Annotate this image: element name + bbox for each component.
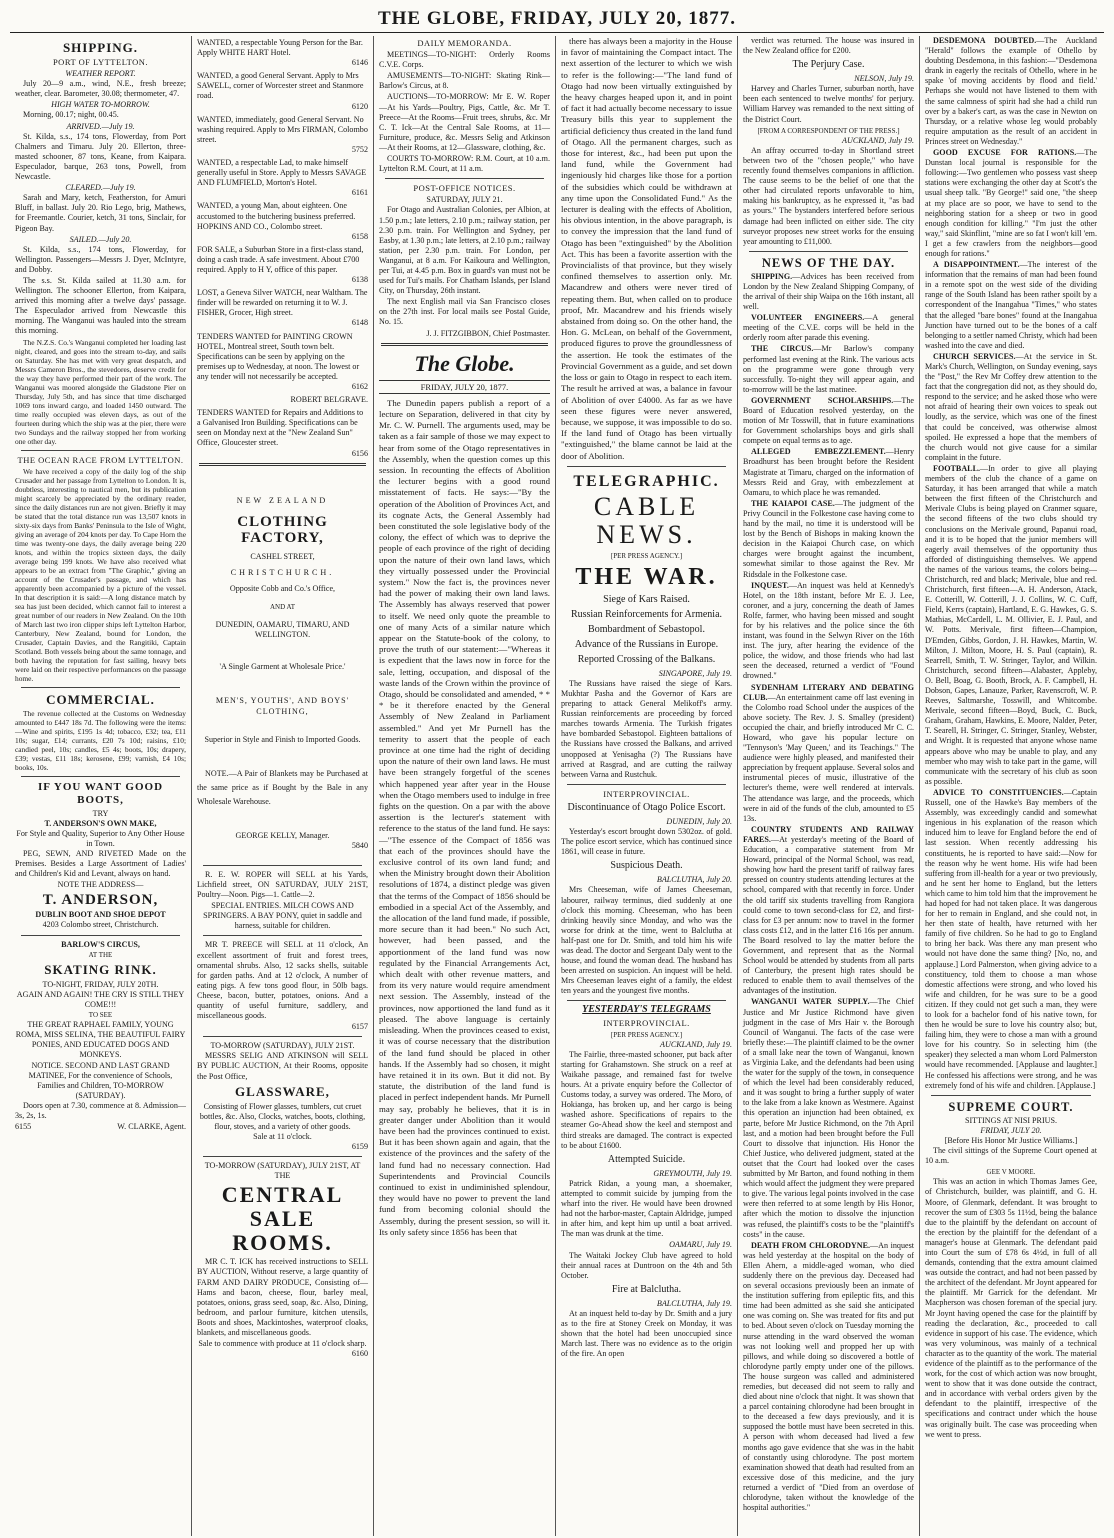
selig-consist: Consisting of Flower glasses, tumblers, cut cruet bottles, &c. Also, Clocks, watches, boots, clothing, flour, stoves, and a variety of other goods. — [199, 1101, 366, 1131]
interprovincial-heading: INTERPROVINCIAL. — [603, 788, 690, 799]
classified-ad-ref: 6161 — [351, 188, 368, 198]
news-item-text: —A general meeting of the C.V.E. corps will be held in the orderly room after parade this evening. — [743, 313, 914, 343]
port-heading: PORT OF LYTTELTON. — [52, 57, 149, 67]
circus-notice: NOTICE. SECOND AND LAST GRAND MATINEE, For the convenience of Schools, Families and Children, TO-MORROW (SATURDAY). — [28, 1060, 173, 1100]
boots-pegged: PEG, SEWN, AND RIVETED Made on the Premises. Besides a Large Assortment of Ladies' and Children's Kid and Levant, always on hand. — [15, 849, 186, 879]
perjury-text: Harvey and Charles Turner, suburban north, have been each sentenced to twelve months' for perjury. William Harvey was remanded to the next sitting of the District Court. — [743, 84, 914, 124]
clothing-opposite: Opposite Cobb and Co.'s Office, — [229, 583, 336, 593]
classified-ad — [197, 71, 368, 111]
classified-ad — [197, 245, 368, 285]
news-item — [743, 313, 914, 343]
otago-text: Yesterday's escort brought down 5302oz. of gold. The police escort service, which has continued since 1861, will cease in future. — [561, 827, 732, 857]
news-item-text: —Advices has been received from London by the New Zealand Shipping Company, of the arrival of their ship Waipa on the 16th instant, all well. — [743, 271, 914, 312]
news-item-heading: SYDENHAM LITERARY AND DEBATING CLUB. — [743, 682, 914, 702]
circus-see: TO SEE — [88, 1011, 113, 1020]
war-text: The Russians have raised the siege of Kars. Mukhtar Pasha and the Governor of Kars are preparing to attack General Melikoff's army. Russian reinforcements are proceeding by forced marches towards Armenia. The Turkish frigates have bombarded Sebastopol. Eighteen battalions of the Russians have crossed the Balkans, and arrived unopposed at Yenisagha (?) The Russians have arrived at Rasgrad, and are cutting the railway between Varna and Rustchuk. — [561, 678, 732, 779]
news-item — [743, 1241, 914, 1514]
globe-date: FRIDAY, JULY 20, 1877. — [379, 380, 550, 394]
court-opening: The civil sittings of the Supreme Court opened at 10 a.m. — [925, 1146, 1097, 1166]
war-sub-armenia: Russian Reinforcements for Armenia. — [570, 608, 723, 620]
yesterdays-telegrams-heading: YESTERDAY'S TELEGRAMS — [582, 1004, 711, 1016]
classified-ad — [197, 332, 368, 393]
fire-text: At an inquest held to-day by Dr. Smith and a jury as to the fire at Stoney Creek on Monday, it was shown that the hotel had been unoccupied since March last. There was no evidence as to the origin of the fire. An open — [561, 1308, 732, 1359]
classified-ad-ref: 6162 — [351, 382, 368, 391]
boots-note: NOTE THE ADDRESS— — [57, 880, 144, 890]
column-4 — [556, 36, 738, 1536]
nisi-prius-heading: SITTINGS AT NISI PRIUS. — [964, 1115, 1058, 1125]
news-item-text: —An entertainment came off last evening in the Colombo road School under the auspices of the above society. The Rev. J. S. Smalley (president) occupied the chair, and briefly introduced Mr C. C. Howard, who gave his popular lecture on "Tennyson's 'May Queen,' and its Teachings." The audience were highly pleased, and manifested their appreciation by frequent applause. Several solos and instrumental pieces of music, illustrative of the lecturer's theme, were well rendered at intervals. The attendance was large, and the proceeds, which were in aid of the funds of the club, amounted to £5 13s. — [743, 692, 914, 823]
classified-ad — [197, 288, 368, 328]
selig-sale: Sale at 11 o'clock. — [253, 1131, 312, 1141]
post-date: SATURDAY, JULY 21. — [426, 195, 503, 205]
classified-ad — [197, 408, 368, 458]
news-item-heading: SHIPPING. — [751, 271, 793, 281]
selig-ad: MESSRS SELIG AND ATKINSON will SELL BY PUBLIC AUCTION, At their Rooms, opposite the Post Office, — [197, 1051, 368, 1081]
news-item-heading: INQUEST. — [751, 580, 789, 590]
classified-ad-text: TENDERS WANTED for Repairs and Additions to a Galvanised Iron Building. Specifications can be seen on Monday next at the "New Zealand Sun" Office, Gloucester street. — [197, 408, 364, 448]
news-item — [743, 581, 914, 682]
perjury-dateline: NELSON, July 19. — [854, 74, 914, 84]
divider — [931, 1095, 1091, 1096]
court-case-title: GEE V MOORE. — [986, 1168, 1036, 1177]
news-item-heading: COUNTRY STUDENTS AND RAILWAY FARES. — [743, 824, 914, 844]
suspicious-text: Mrs Cheeseman, wife of James Cheeseman, labourer, railway terminus, died suddenly at one o'clock this morning. Cheeseman, who has been drinking heavily since Monday, and who was the worse for drink at the time, went to Balclutha at half-past one for Dr. Smith, and told him his wife was dead. The doctor and Sergeant Daly went to the house, and found the woman dead. The husband has been arrested on suspicion. An inquest will be held. Mrs Cheeseman leaves eight of a family, the eldest ten years and the youngest five months. — [561, 885, 732, 996]
post-next: The next English mail via San Francisco closes on the 27th inst. For local mails see Postal Guide, No. 15. — [379, 297, 550, 327]
clothing-ref: 5840 — [351, 840, 368, 850]
news-item-heading: VOLUNTEER ENGINEERS. — [751, 313, 865, 323]
circus-ref: 6155 — [15, 1122, 32, 1132]
news-item-text: —Mr Barlow's company performed last evening at the Rink. The various acts on the programme were gone through very successfully. To-night they will appear again, and to-morrow will be the last matinee. — [743, 344, 914, 394]
yesterdays-dateline: AUCKLAND, July 19. — [660, 1039, 732, 1049]
commercial-heading: COMMERCIAL. — [46, 691, 155, 707]
boots-style: For Style and Quality, Superior to Any Other House in Town. — [16, 828, 185, 848]
central-end: Sale to commence with produce at 11 o'clock sharp. — [198, 1339, 367, 1349]
telegraphic-heading: TELEGRAPHIC. — [573, 472, 720, 490]
classified-ad-text: TENDERS WANTED for PAINTING CROWN HOTEL, Montreal street, South town belt. Specifications can be seen by applying on the premises up to Wednesday, at noon. The lowest or any tender will not necessarily be accepted. — [197, 331, 360, 381]
circus-rink: SKATING RINK. — [44, 961, 157, 977]
clothing-motto: 'A Single Garment at Wholesale Price.' — [219, 662, 346, 672]
cleared-heading: CLEARED.—July 19. — [65, 183, 136, 193]
roper-ad: R. E. W. ROPER will SELL at his Yards, Lichfield street, ON SATURDAY, JULY 21ST, Poultry—Noon. Pigs—1. Cattle—2. — [197, 869, 368, 900]
news-item — [743, 499, 914, 580]
classified-ad-ref: 6148 — [351, 318, 368, 328]
news-item-text: —In order to give all playing members of the club the chance of a game on Saturday, it has been arranged that while a match between the first fifteen of the Christchurch and Merivale Clubs is being played on Cranmer square, the second fifteens of the two clubs should try conclusions on the Merivale ground, Papanui road, and it is to be hoped that the junior members will eagerly avail themselves of the opportunity thus afforded of distinguishing themselves. We append the names of the various teams, the colors being—Christchurch, red and black; Merivale, blue and red. Christchurch, first fifteen—A. H. Anderson, Atack, E. Cotterill, W. Cotterill, J. J. Collins, W. C. Cuff, Field, Kerrs (captain), Hartland, E. G. Hawkes, G. S. Mathias, McCardell, L. M. Ollivier, E. J. Paul, and W. Potts. Merivale, first fifteen—Champion, D'Emden, Gibbs, Gordon, J. H. Hawkes, Martin, W. Milton, J. Milton, Moore, H. S. Paul (captain), R. Searrell, Smith, T. W. Stringer, Taylor, and Wilkin. Christchurch, second fifteen—Alabaster, Appleby, O. Bell, Boag, G. Booth, Brock, A. F. Campbell, H. Dobson, Gapes, Lanauze, Parker, Ravenscroft, W. P. Reeves, Saltmarshe, Tosswill, and Whitcombe. Merivale, second fifteen—Boyd, Buck, C. Buck, Graham, Graham, Hawkins, E. Moore, Nalder, Peter, T. Searell, H. Stringer, C. Stringer, Stanley, Webster, and Wright. It is requested that anyone whose name appears above who may be unable to play, and any member who may wish to take part in the game, will communicate with the secretary of his club as soon as possible. — [925, 463, 1097, 786]
news-item-text: —The Chief Justice and Mr Justice Richmond have given judgment in the case of Mrs Hair v. the Borough Council of Wanganui. The facts of the case were briefly these:—The plaintiff claimed to be the owner of a small lake near the town of Wanganui, known as Virginia Lake, and the defendants had been using the water for the supply of the town, in consequence of which the level had been considerably reduced, and it was sought to bring a further supply of water to the lake from a lake known as Westmere. Against this operation an injunction had been obtained, ex parte, before Mr Justice Richmond, on the 7th April last, and a motion had been brought before the Full Court to dissolve that injunction. His Honor the Chief Justice, who delivered judgment, stated at the outset that the Court had looked over the cases submitted by Mr Barton, and found nothing in them which would affect the judgment they were prepared to give. The various legal points involved in the case were then referred to at some length by His Honor, after which the motion to dissolve the injunction was refused, the plaintiff's costs to be the "plaintiff's costs" in the cause. — [743, 997, 914, 1239]
otago-dateline: DUNEDIN, July 20. — [666, 816, 732, 826]
news-items — [743, 272, 914, 1513]
clothing-city: CHRISTCHURCH. — [230, 567, 335, 577]
news-item-text: —An inquest was held at Kennedy's Hotel, on the 18th instant, before Mr E. J. Lee, coroner, and a jury, concerning the death of James Rolfe, farmer, who having been missed and sought for by his relatives and the police since the 6th instant, was found in the Selwyn River on the 16th inst. The jury, after hearing the evidence of the police, the widow, and those friends who had last seen the deceased, returned a verdict of "Found drowned." — [743, 580, 914, 681]
auckland-agency: [FROM A CORRESPONDENT OF THE PRESS.] — [757, 126, 900, 135]
news-item-text: —An inquest was held yesterday at the hospital on the body of Ellen Ahern, a middle-aged woman, who died suddenly there on the previous day. Deceased had on several occasions previously been an inmate of the institution suffering from epileptic fits, and this time had been admitted as she said she anticipated one was coming on. She was treated for fits and put to bed. About seven o'clock on Tuesday morning the nurse attending in the ward observed the woman was not looking well and propped her up with pillows, and while doing so discovered a bottle of chlorodyne partly empty under one of the pillows. The house surgeon was called and administered remedies, but deceased did not seem to rally and died about nine o'clock that night. It was shown that a parcel containing chlorodyne had been brought in to the deceased a few days previously, and it is supposed the bottle must have been secreted in this. A person with whom deceased had lived a few months ago gave evidence that she was in the habit of constantly using chlorodyne. The post mortem examination showed that death had resulted from an excessive dose of this medicine, and the jury returned a verdict of "Died from an overdose of chlorodyne, taken without the knowledge of the hospital authorities." — [743, 1240, 914, 1513]
news-item — [925, 36, 1097, 147]
news-item-text: —Henry Broadhurst has been brought before the Resident Magistrate at Timaru, charged on the information of Messrs Reid and Gray, with embezzlement at Oamaru, to which place he was remanded. — [743, 447, 914, 497]
news-item — [743, 997, 914, 1239]
news-item — [925, 260, 1097, 351]
divider — [567, 466, 726, 467]
classified-ad-text: ROBERT BELGRAVE. — [290, 395, 368, 405]
divider — [21, 935, 180, 936]
war-sub-europe: Advance of the Russians in Europe. — [574, 638, 719, 650]
weather-report: July 20—9 a.m., wind, N.E., fresh breeze; weather, clear. Barometer, 30.08; thermometer, 47. — [15, 79, 186, 99]
news-item — [743, 396, 914, 446]
tides-text: Morning, 00.17; night, 00.45. — [23, 110, 119, 120]
memo-amusements: AMUSEMENTS—TO-NIGHT: Skating Rink—Barlow's Circus, at 8. — [379, 71, 550, 91]
war-sub-balkans: Reported Crossing of the Balkans. — [577, 653, 716, 665]
classified-ad-text: WANTED, a respectable Lad, to make himself generally useful in Store. Apply to Messrs SAVAGE AND FLUMFIELD, Morton's Hotel. — [197, 158, 367, 188]
classified-ad-ref: 6146 — [351, 58, 368, 68]
ocean-race-heading: THE OCEAN RACE FROM LYTTELTON. — [17, 454, 184, 465]
court-before: [Before His Honor Mr Justice Williams.] — [944, 1135, 1078, 1145]
yesterdays-agency: [PER PRESS AGENCY.] — [610, 1030, 683, 1039]
divider — [21, 776, 180, 777]
suicide-heading: Attempted Suicide. — [607, 1153, 686, 1165]
central-ref: 6160 — [351, 1349, 368, 1359]
news-item-heading: THE KAIAPOI CASE. — [751, 498, 835, 508]
divider — [21, 450, 180, 451]
classified-ad-text: WANTED, a respectable Young Person for the Bar. Apply WHITE HART Hotel. — [197, 38, 363, 58]
column-6 — [920, 36, 1102, 1536]
selig-glassware: GLASSWARE, — [235, 1083, 330, 1099]
masthead: THE GLOBE, FRIDAY, JULY 20, 1877. — [10, 6, 1104, 33]
classified-ad-ref: 6120 — [351, 101, 368, 111]
news-of-the-day-heading: NEWS OF THE DAY. — [761, 255, 896, 270]
war-dateline: SINGAPORE, July 19. — [658, 668, 732, 678]
classified-ad-ref: 6156 — [351, 448, 368, 458]
clothing-superior: Superior in Style and Finish to Imported Goods. — [204, 734, 361, 744]
suspicious-death-heading: Suspicious Death. — [610, 860, 683, 872]
preece-ref: 6157 — [351, 1022, 368, 1032]
column-5 — [738, 36, 920, 1536]
leader-continued: there has always been a majority in the House in favor of maintaining the Compact intact. The next assertion of the lecturer to which we wish to refer is the following:—"The land fund of Otago had now been virtually extinguished by the heavy charges heaped upon it, and in point of fact it had actually become necessary to issue Treasury bills this year to supplement the artificial deficiency thus created in the land fund of Otago. All the permanent charges, such as those for interest, &c., had been put upon the land fund, while the Government had ingeniously hid charges like those for a portion of the subsidies which could be withdrawn at any time upon the Consolidated Fund." As the lecturer is dealing with the effects of Abolition, his obvious intention, in the above paragraph, is to convey the impression that the land fund of Otago has been "extinguished" by the Abolition Act. This has been a favorite assertion with the Provincialists of that province, but they wisely confined themselves to assertion only. Mr. Macandrew and others were never tired of repeating them. But, when called on to produce proof, Mr. Macandrew and his friends wisely abstained from doing so. On the other hand, the Hon. G. McLean, on behalf of the Government, produced figures to prove the groundlessness of the assertion. He took the estimates of the Provincial Government as a guide, and set down the loss or gain to Otago in respect to each item. The result he arrived at was, a balance in favour of Abolition of over £4000. As far as we have seen these figures were never answered, because, we suppose, it was impossible to do so. If the land fund of Otago has been virtually "extinguished," the blame cannot be laid at the door of Abolition. — [561, 36, 732, 461]
circus-heading: BARLOW'S CIRCUS, — [61, 939, 140, 949]
column-1 — [10, 36, 192, 1536]
circus-doors: Doors open at 7.30, commence at 8. Admission—3s, 2s, 1s. — [15, 1100, 186, 1120]
divider — [203, 1036, 362, 1037]
circus-footer — [15, 1122, 186, 1132]
news-item-heading: ALLEGED EMBEZZLEMENT. — [751, 447, 886, 457]
clothing-towns: DUNEDIN, OAMARU, TIMARU, AND WELLINGTON. — [215, 620, 350, 640]
circus-again: AGAIN AND AGAIN! THE CRY IS STILL THEY COME!!! — [16, 989, 185, 1009]
classified-ad — [197, 395, 368, 405]
oamaru-text: The Waitaki Jockey Club have agreed to hold their annual races at Duntroon on the 4th and 5th October. — [561, 1250, 732, 1280]
yesterdays-text: The Fairlie, three-masted schooner, put back after starting for Grahamstown. She struck on a reef at Waikahe passage, and remained fast for twelve hours. At a private enquiry before the Collector of Customs today, a survey was ordered. The Moro, of Hokianga, has broken up, and her cargo is being washed ashore. Specifications of repairs to the steamer Go-Ahead show the keel and sternpost and third streaks are damaged. The contract is expected to be about £1600. — [561, 1049, 732, 1150]
post-text: For Otago and Australian Colonies, per Albion, at 1.50 p.m.; late letters, 2.10 p.m.; railway station, per 2.30 p.m. train. For Wellington and Sydney, per Easby, at 1.30 p.m.; late letters, at 2.10 p.m.; railway station, per 2.30 p.m. train. For London, per Wanganui, at 8 a.m. For Kaikoura and Wellington, per Tui, at 4.45 p.m. Box in guard's van must not be used for Tui's mails. For Chatham Islands, per Island City, on Thursday, 26th instant. — [379, 205, 550, 296]
divider — [203, 935, 362, 936]
boots-street: 4203 Colombo street, Christchurch. — [42, 920, 159, 930]
news-items-continued — [925, 36, 1097, 1091]
news-item-heading: THE CIRCUS. — [751, 344, 814, 354]
classified-ads — [197, 38, 368, 459]
shipping-heading: SHIPPING. — [62, 40, 139, 55]
sailed-heading: SAILED.—July 20. — [69, 234, 132, 244]
divider — [385, 178, 544, 179]
column-2 — [192, 36, 374, 1536]
news-item-text: —The judgment of the Privy Council in the Folkestone case having come to hand by the mail, no time it is understood will be lost by the Bench of Bishops in making known the decision in the Kaiapoi Church case, on which charges were brought against the incumbent, somewhat similar to those against the Rev. Mr Ridsdale in the Folkestone case. — [743, 498, 915, 579]
news-item — [743, 825, 914, 997]
circus-family: THE GREAT RAPHAEL FAMILY, YOUNG ROMA, MISS SELINA, THE BEAUTIFUL FAIRY PONIES, AND EDUCATED DOGS AND MONKEYS. — [15, 1020, 186, 1060]
news-item — [925, 352, 1097, 463]
perjury-heading: The Perjury Case. — [792, 59, 865, 71]
selig-heading: TO-MORROW (SATURDAY), JULY 21ST. — [210, 1041, 355, 1051]
cable-agency: [PER PRESS AGENCY.] — [610, 551, 683, 560]
post-sign: J. J. FITZGIBBON, Chief Postmaster. — [426, 328, 550, 338]
central-title: CENTRAL SALE ROOMS. — [221, 1182, 344, 1256]
boots-address: DUBLIN BOOT AND SHOE DEPOT — [35, 910, 166, 920]
news-item — [743, 344, 914, 394]
divider — [21, 687, 180, 688]
column-3 — [374, 36, 556, 1536]
clothing-manager: GEORGE KELLY, Manager. — [235, 830, 330, 840]
classified-ad-ref: 6138 — [351, 275, 368, 285]
clothing-mens: MEN'S, YOUTHS', AND BOYS' CLOTHING, — [215, 696, 350, 716]
commercial-text: The revenue collected at the Customs on Wednesday amounted to £447 18s 7d. The following were the items:—Wine and spirits, £195 1s 4d; tobacco, £32; tea, £11 10s; sugar, £14; currants, £20 7s 10d; raisins, £10; candied peel, 10s; candles, £5 4s; boots, 10s; drapery, £39; vestas, £11 18s; kerosene, £99; varnish, £4 10s; books, 10s. — [15, 708, 186, 772]
boots-heading: IF YOU WANT GOOD BOOTS, — [37, 780, 164, 806]
news-item-heading: GOOD EXCUSE FOR RATIONS. — [933, 148, 1077, 158]
roper-special: SPECIAL ENTRIES. MILCH COWS AND SPRINGERS. A BAY PONY, quiet in saddle and harness, suitable for children. — [203, 901, 362, 931]
classified-ad-text: WANTED, a good General Servant. Apply to Mrs SAWELL, corner of Worcester street and Stanmore road. — [197, 71, 364, 101]
tides-heading: HIGH WATER TO-MORROW. — [51, 100, 150, 110]
news-item — [925, 148, 1097, 259]
boots-anderson: T. ANDERSON'S OWN MAKE, — [44, 818, 157, 828]
auckland-dateline: AUCKLAND, July 19. — [842, 135, 914, 145]
war-sub-sebastopol: Bombardment of Sebastopol. — [588, 623, 705, 635]
classified-ad-text: WANTED, a young Man, about eighteen. One accustomed to the butchering business preferred. HOPKINS AND CO., Colombo street. — [197, 201, 356, 231]
classified-ad-ref: 6158 — [351, 231, 368, 241]
ocean-race-text: We have received a copy of the daily log of the ship Crusader and her passage from Lyttelton to London. It is, doubtless, interesting to nautical men, but its publication might scarcely be appreciated by the ordinary reader, since the daily distances run are not given. Briefly it may be stated that the total distance run was 13,507 knots in sixty-six days from Banks' Peninsula to the Isle of Wight, giving an average of 204 knots per day. To Cape Horn the time was twenty-one days, the daily average being 220 knots, and within the tropics sixteen days, the daily average being 199 knots. We have also received what appears to be an extract from "The Graphic," giving an account of the Crusader's passage, and which has apparently been accompanied by a picture of the vessel. In that description it is said:—A long distance match by sea has just been decided, which cannot fail to interest a great number of our readers in New Zealand. On the 10th of March last two iron clipper ships left Lyttelton Harbor, Canterbury, New Zealand, bound for London, the Crusader, Captain Davies, and the Rangitiki, Captain Scotland. Both vessels being about the same tonnage, and both having the reputation for fast sailing, heavy bets were laid on their respective performances on the passage home. — [15, 466, 186, 683]
selig-ref: 6159 — [351, 1142, 368, 1152]
classified-ad — [197, 158, 368, 198]
clothing-note: NOTE.—A Pair of Blankets may be Purchased at the same price as if Bought by the Bale in any Wholesale Warehouse. — [197, 768, 368, 806]
news-item-text: —The Auckland "Herald" follows the example of Othello by doubting Desdemona, in this fashion:—"Desdemona drank in eagerly the recitals of Othello, where in he spake 'of moving accidents by flood and field.' Perhaps she would not have listened to them with the same calmness of spirit had she had a child run over by a baker's cart, as was the case in Newton on Thursday, or a relative whose leg would probably require amputation as the result of an accident in Princes street on Wednesday." — [925, 36, 1097, 146]
news-item — [743, 683, 914, 824]
suspicious-dateline: BALCLUTHA, July 20. — [656, 875, 732, 885]
news-item-heading: GOVERNMENT SCHOLARSHIPS. — [751, 395, 894, 405]
central-ad: MR C. T. ICK has received instructions to SELL BY AUCTION, Without reserve, a large quantity of FARM AND DAIRY PRODUCE, Consisting of— Hams and bacon, cheese, flour, barley meal, potatoes, onions, grass seed, soap, &c. Also, Dining, bedroom, and parlour furniture, kitchen utensils, Boots and shoes, Mackintoshes, waterproof cloaks, blankets, and miscellaneous goods. — [197, 1257, 368, 1337]
circus-tonight: TO-NIGHT, FRIDAY, JULY 20TH. — [42, 979, 159, 989]
suicide-text: Patrick Ridan, a young man, a shoemaker, attempted to commit suicide by jumping from the wharf into the river. He would have been drowned had not the harbor-master, Captain Aldridge, jumped in after him, and kept him up until a boat arrived. The man was drunk at the time. — [561, 1178, 732, 1239]
war-heading: THE WAR. — [575, 563, 718, 590]
news-item-heading: DEATH FROM CHLORODYNE. — [751, 1240, 871, 1250]
suicide-dateline: GREYMOUTH, July 19. — [653, 1168, 732, 1178]
supreme-court-heading: SUPREME COURT. — [948, 1099, 1074, 1114]
central-heading: TO-MORROW (SATURDAY), JULY 21ST, AT THE — [204, 1161, 361, 1181]
divider — [199, 463, 366, 466]
otago-escort-heading: Discontinuance of Otago Police Escort. — [567, 801, 726, 813]
oamaru-dateline: OAMARU, July 19. — [669, 1240, 732, 1250]
auckland-text: An affray occurred to-day in Shortland street between two of the "chosen people," who have recently found themselves companions in affliction. The cause seems to be the belief of one that the other had circulated reports unfavorable to him, making his bankruptcy, as he expressed it, "as bad as yours." The bystanders interfered before serious damage had been inflicted on either side. The city surveyor proposes new street works for the ensuing year amounting to £11,000. — [743, 145, 914, 246]
memo-auctions: AUCTIONS—TO-MORROW: Mr E. W. Roper—At his Yards—Poultry, Pigs, Cattle, &c. Mr T. Preece—At the Rooms—Fruit trees, shrubs, &c. Mr C. T. Ick—At the Central Sale Rooms, at 11—Furniture, produce, &c. Messrs Selig and Atkinson—At their Rooms, at 12—Glassware, clothing, &c. — [379, 92, 550, 152]
classified-ad — [197, 38, 368, 68]
memo-heading: DAILY MEMORANDA. — [417, 38, 512, 48]
news-item — [925, 788, 1097, 1091]
war-sub-kars: Siege of Kars Raised. — [603, 593, 690, 605]
divider — [203, 865, 362, 866]
fire-continued: verdict was returned. The house was insured in the New Zealand office for £200. — [743, 36, 914, 56]
preece-ad: MR T. PREECE will SELL at 11 o'clock, An excellent assortment of fruit and forest trees, ornamental shrubs. Also, 12 sacks shells, suitable for garden paths. And at 12 o'clock, A number of eating pigs. A few tons good flour, in 50lb bags. Cheese, bacon, butter, potatoes, onions. And a quantity of useful furniture, saddlery, and miscellaneous goods. — [197, 940, 368, 1021]
fire-heading: Fire at Balclutha. — [611, 1283, 682, 1295]
divider — [567, 1000, 726, 1001]
news-item-text: —The Dunstan local journal is responsible for the following:—Two gentlemen who possess vast sheep stations were exchanging the other day at Scott's the usual sheep talk. "By George!" said one, "the sheep at my place are so poor, we have to send to the neighboring station for a sheep or two in good enough condition for killing." "I'm just the other way," said Skinflint, "mine are so fat I won't kill 'em. I get a few crawlers from the neighbors—good enough for rations." — [925, 148, 1097, 258]
shipping-notes: The s.s. St. Kilda sailed at 11.30 a.m. for Wellington. The schooner Ellerton, from Kaipara, arrived this morning after a twelve days' passage. The Especulador arrived from Newcastle this morning. The Wanganui was hauled into the stream this morning. — [15, 275, 186, 336]
clothing-nz: NEW ZEALAND — [236, 495, 329, 505]
classified-ad-text: FOR SALE, a Suburban Store in a first-class stand, doing a cash trade. A safe investment. About £700 required. Apply to H Y, office of this paper. — [197, 244, 364, 274]
classified-ad-ref: 5752 — [351, 144, 368, 154]
globe-title: The Globe. — [414, 350, 515, 376]
boots-name: T. ANDERSON, — [42, 892, 159, 909]
clothing-title: CLOTHING FACTORY, — [237, 513, 328, 546]
news-item-text: —The Board of Education resolved yesterday, on the motion of Mr Tosswill, that in future examinations for Government scholarships boys and girls shall compete on equal terms as to age. — [743, 395, 914, 446]
boots-try: TRY — [92, 808, 109, 818]
yesterdays-interprovincial: INTERPROVINCIAL. — [603, 1017, 690, 1028]
clothing-and: AND AT — [269, 603, 296, 612]
divider — [749, 251, 908, 252]
divider — [203, 1156, 362, 1157]
memo-meetings: MEETINGS—TO-NIGHT: Orderly Rooms C.V.E. Corps. — [379, 50, 550, 70]
news-item — [743, 447, 914, 497]
clothing-street: CASHEL STREET, — [250, 551, 315, 561]
news-item-heading: FOOTBALL. — [933, 463, 980, 473]
court-date: FRIDAY, JULY 20. — [980, 1125, 1042, 1135]
cleared-text: Sarah and Mary, ketch, Featherston, for Amuri Bluff, in ballast. July 20. Rio Lego, brig, Mathews, for Freemantle. Courier, ketch, 31 tons, Sinclair, for Pigeon Bay. — [15, 193, 186, 233]
news-item — [925, 464, 1097, 787]
news-item-heading: WANGANUI WATER SUPPLY. — [751, 997, 870, 1007]
classified-ad — [197, 115, 368, 155]
news-item-text: —At yesterday's meeting of the Board of Education, a comparative statement from Mr Howard, principal of the Normal School, was read, showing how hard the present tariff of railway fares pressed on country students attending lectures at the school, compared with that recently in force. Under the old tariff six students travelling from Rangiora could come to town second-class for £2, and first-class for £3 per annum: now to travel in the former class costs £12, and in the latter £16 16s per annum. The Board resolved to lay the matter before the Government, and represent that as the Normal School would be attended by students from all parts of Canterbury, the present high rates should be reduced to enable them to avail themselves of the advantages of the institution. — [743, 834, 914, 996]
classified-ad-text: WANTED, immediately, good General Servant. No washing required. Apply to Mrs FIRMAN, Colombo street. — [197, 114, 368, 144]
news-item-text: —Captain Russell, one of the Hawke's Bay members of the Assembly, was exceedingly candid and somewhat ingenious in his explanation of the reason which induced him to leave for England before the end of last session. When recently addressing his constituents, he is reported to have said:—Now for the reason why he went home. His wife had been suffering from ill-health for a year or two previously, and he sent her home to England, but the letters which came to him told him that the improvement he had hoped for had not taken place. It was dangerous for her to remain in England, and she could not, in her then state of health, have returned with her family of five children. So he had to go to England to bring her back. Was there any man present who would not have done the same thing? [No, no, and applause.] Lord Palmerston, when giving advice to a constituency, told them to choose a man whose domestic affections were strong, and who loved his wife and children, for he was sure to be a good citizen. If they could not get such a man, they were to look for a bachelor fond of his native town, for then he would be sure to love his country also; but, failing him, they were to chose a man with a ground love for his country. So in selecting him (the speaker) they selected a man whom Lord Palmerston would have recommended. [Applause and laughter.] He confessed his affections were strong, and he was extremely fond of his wife and children. [Applause.] — [925, 787, 1097, 1090]
fire-dateline: BALCLUTHA, July 19. — [656, 1298, 732, 1308]
sailed-text: St. Kilda, s.s., 174 tons, Flowerday, for Wellington. Passengers—Messrs J. Dyer, McIntyre, and Dobby. — [15, 244, 186, 274]
post-heading: POST-OFFICE NOTICES. — [413, 183, 516, 194]
cable-news-heading: CABLE NEWS. — [593, 491, 700, 549]
circus-sign: W. CLARKE, Agent. — [117, 1122, 186, 1132]
news-item-heading: A DISAPPOINTMENT. — [933, 260, 1020, 270]
news-item-heading: CHURCH SERVICES. — [933, 351, 1016, 361]
weather-heading: WEATHER REPORT. — [65, 69, 136, 79]
court-case-text: This was an action in which Thomas James Gee, of Christchurch, builder, was plaintiff, and G. H. Moore, of Glenmark, defendant. It was brought to recover the sum of £303 5s 11½d, being the balance due to the plaintiff by the defendant on account of the erection by the plaintiff for the defendant of a manager's house at Glenmark. The defendant paid into Court the sum of £78 6s 4½d, in full of all demands, contending that the extra amount claimed was outside the contract, and had not been passed by the architect of the defendant. Mr Joynt appeared for the plaintiff. Mr Garrick for the defendant. Mr Macpherson was chosen foreman of the special jury. Mr Joynt having opened the case for the plaintiff by reading the declaration, &c., proceeded to call evidence in support of his case. The evidence, which was very voluminous, was mainly of a technical character as to the quantity of the work. The material evidence of the plaintiff as to the performance of the work, for the cost of which action was now brought, went to show that it was done outside the contract, and in accordance with verbal orders given by the defendant to the plaintiff, irrespective of the specifications and contract under which the house was originally built. The case was proceeding when we went to press. — [925, 1177, 1097, 1439]
memo-courts: COURTS TO-MORROW: R.M. Court, at 10 a.m. Lyttelton R.M. Court, at 11 a.m. — [379, 154, 550, 174]
classified-ad-text: LOST, a Geneva Silver WATCH, near Waltham. The finder will be rewarded on returning it to W. J. FISHER, Grocer, High street. — [197, 288, 368, 318]
classified-ad — [197, 201, 368, 241]
news-item-heading: ADVICE TO CONSTITUENCIES. — [933, 787, 1064, 797]
news-item-text: —The interest of the information that the remains of man had been found in a remote spot on the west side of the dividing range of the South Island has been rather spoilt by a correspondent of the Inangahua "Times," who states that the alleged "bare bones" found at the Inangahua Junction have turned out to be the bones of a calf belonging to a settler named Christy, which had been washed into the cave and died. — [925, 260, 1097, 350]
wanganui-paragraph: The N.Z.S. Co.'s Wanganui completed her loading last night, cleared, and goes into the stream to-day, and sails on Saturday. She has met with very great despatch, and Messrs Cameron Bros., the stevedores, deserve credit for the way they have performed their part of the work. The Wanganui was moored alongside the Gladstone Pier on Thursday, July 5th, and has since that time discharged 1069 tons inward cargo, and loaded 1450 outward. The time really occupied was eleven days, as out of the fourteen during which the ship was at the pier, there were two Sundays and the railway stopped her from working one other day. — [15, 337, 186, 446]
news-item-heading: DESDEMONA DOUBTED. — [933, 36, 1037, 45]
arrived-text: St. Kilda, s.s., 174 tons, Flowerday, from Port Chalmers and Timaru. July 20. Ellerton, three-masted schooner, 87 tons, Keane, from Kaipara. Especulador, barque, 263 tons, Powell, from Newcastle. — [15, 131, 186, 182]
news-item-text: —At the service in St. Mark's Church, Wellington, on Sunday evening, says the "Post," the Rev Mr Coffey drew attention to the fact that the congregation did not, as they should do, respond to the service; and he asked those who were not afraid of hearing their own voices to speak out loudly, as the service, which was one of the finest that could be conceived, was otherwise almost spoiled. He expressed a hope that the members of the church would not give cause for a similar complaint in the future. — [925, 351, 1098, 462]
divider — [567, 784, 726, 785]
leader-article: The Dunedin papers publish a report of a lecture on Separation, delivered in that city by Mr. C. W. Purnell. The arguments used, may be taken as a fair sample of those we may expect to hear from some of the Otago representatives in the Assembly, when the question comes up this session. In recounting the effects of Abolition the lecturer begins with a good round misstatement of facts. He says:—"By the operation of the Abolition of Provinces Act, and its cognate Acts, the General Assembly had been constituted the sole legislative body of the colony, the effect of which was to deprive the people of each province of the right of deciding upon the nature of their own land laws, which they virtually possessed under the Provincial system." Now the fact is, the provinces never had the power of making their own land laws. The Assembly has always reserved that power to itself. We need only quote the preamble to one of many Acts of a similar nature which appear on the Statute-book of the colony, to prove the truth of our statement:—"Whereas it is expedient that the laws now in force for the sale, letting, occupation, and disposal of the waste lands of the Crown within the province of Otago, should be consolidated and amended, * * * be it therefore enacted by the General Assembly of New Zealand in Parliament assembled." And yet Mr Purnell has the temerity to assert that the people of each province at one time had the right of deciding upon the nature of their own land laws. He must have been strangely forgetful of the scenes which happened year after year in the House when the Otago members used to indulge in free fights on the question. On a par with the above assertion is the lecturer's statement with reference to the status of the land fund. He says:—"The essence of the Compact of 1856 was that each of the provinces should have the exclusive control of its own land fund; and when the Ministry brought down their Abolition resolutions of 1874, a distinct pledge was given that the terms of the Compact of 1856 should be embodied in a special Act of the Assembly, and the allocation of the land fund made, if possible, more secure than it had been." No such Act, however, had been passed, and the apportionment of the land fund was now regulated by the Financial Arrangements Act, which dealt with other revenue matters, and from its very nature would require amendment next session. The Assembly, instead of the provinces, now apportioned the land fund as it pleased. The above language is certainly misleading. When the provinces ceased to exist, it was of course necessary that the distribution of the land fund should be placed in other hands. If the Assembly had so chosen, it might have retained it in its own. But it did not. By statute, the distribution of the land fund is placed in perfect independent hands. Mr Purnell may say, probably he believes, that it is in greater danger under Abolition than it would have been had the provinces continued to exist. But it has been shown again and again, that the existence of the provinces and the safety of the land fund had no necessary connection. Had Superintendents and Provincial Councils continued to exist in undiminished splendour, they would have no power to prevent the land fund from becoming colonial should the Assembly, during the present session, so will it. Its only safety since 1856 has been that — [379, 397, 551, 1237]
circus-at: AT THE — [88, 950, 113, 959]
divider — [381, 343, 548, 346]
columns — [10, 36, 1104, 1536]
arrived-heading: ARRIVED.—July 19. — [66, 121, 135, 131]
news-item — [743, 272, 914, 312]
